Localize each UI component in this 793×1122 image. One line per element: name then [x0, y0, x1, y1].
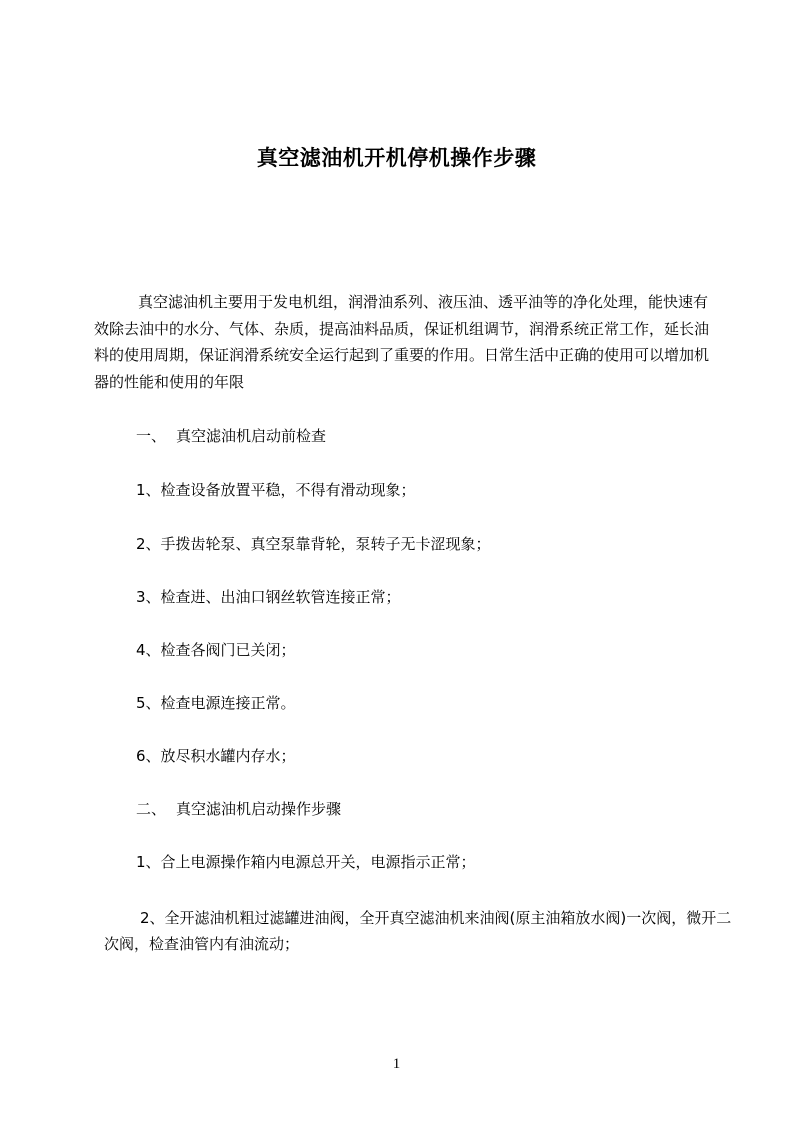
section-1-title: 真空滤油机启动前检查 — [176, 427, 327, 445]
intro-paragraph: 真空滤油机主要用于发电机组，润滑油系列、液压油、透平油等的净化处理，能快速有效除去油中的水分、气体、杂质，提高油料品质，保证机组调节，润滑系统正常工作，延长油料的使用周期，保证润滑系统安全运行起到了重要的作用。日常生活中正确的使用可以增加机器的性能和使用的年限 — [94, 293, 710, 391]
checklist-item-4: 4、检查各阀门已关闭； — [136, 641, 296, 659]
section-2-heading — [136, 798, 341, 819]
step-item-2: 2、全开滤油机粗过滤罐进油阀，全开真空滤油机来油阀(原主油箱放水阀)一次阀，微开二次阀，检查油管内有油流动； — [104, 909, 732, 953]
step-item-1: 1、合上电源操作箱内电源总开关，电源指示正常； — [136, 853, 476, 871]
section-2-title: 真空滤油机启动操作步骤 — [176, 800, 342, 818]
checklist-item-5: 5、检查电源连接正常。 — [136, 694, 296, 712]
page-number: 1 — [392, 1056, 401, 1072]
checklist-item-2: 2、手拨齿轮泵、真空泵靠背轮，泵转子无卡涩现象； — [136, 535, 491, 553]
section-1-heading — [136, 425, 326, 446]
checklist-item-1: 1、检查设备放置平稳，不得有滑动现象； — [136, 481, 416, 499]
section-2-number: 二、 — [136, 800, 167, 818]
checklist-item-6: 6、放尽积水罐内存水； — [136, 747, 296, 765]
section-1-number: 一、 — [136, 427, 167, 445]
page-title: 真空滤油机开机停机操作步骤 — [256, 146, 537, 170]
checklist-item-3: 3、检查进、出油口钢丝软管连接正常； — [136, 588, 401, 606]
